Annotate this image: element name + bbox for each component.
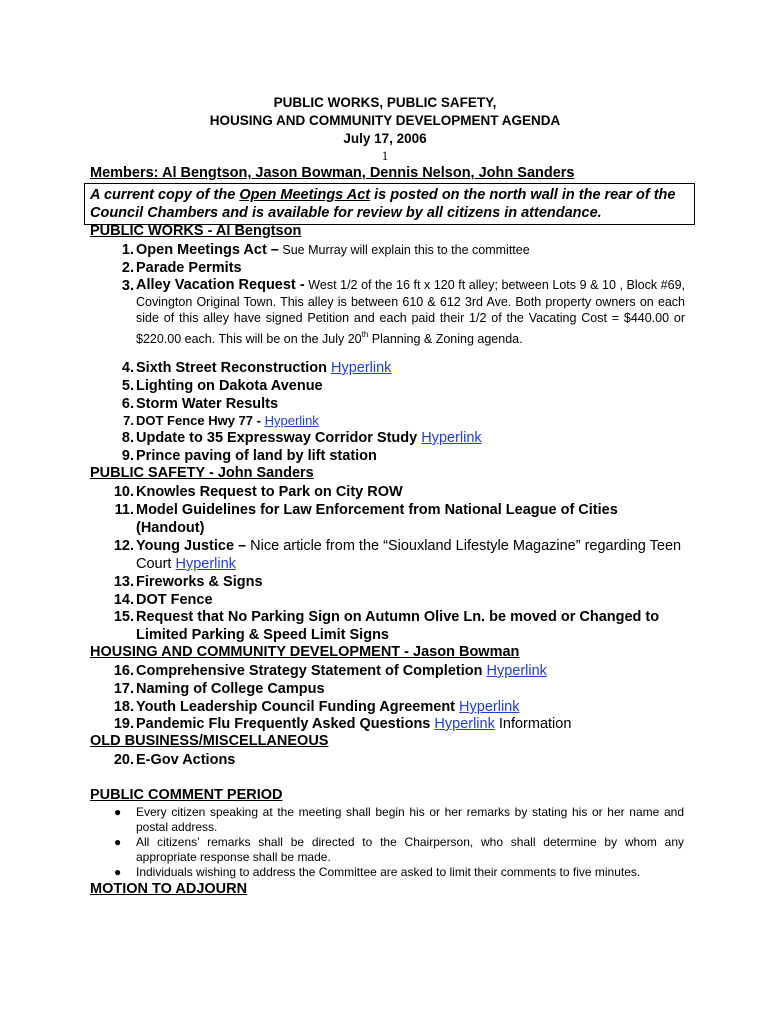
item-title: Youth Leadership Council Funding Agreement <box>136 699 456 715</box>
item-number: 8. <box>121 430 134 446</box>
item-title: Alley Vacation Request - <box>136 277 305 293</box>
section-adjourn: MOTION TO ADJOURN <box>90 881 248 897</box>
item-title: Open Meetings Act – <box>136 242 279 258</box>
item-number: 11. <box>114 502 134 518</box>
ordinal-suffix: th <box>361 329 369 339</box>
header-line-1: PUBLIC WORKS, PUBLIC SAFETY, <box>273 95 497 110</box>
item-title: Fireworks & Signs <box>136 574 263 590</box>
notice-text-end: is posted on the north wall in the rear of the Council Chambers and is available for review by all citizens in attendance. <box>90 187 676 221</box>
hyperlink[interactable]: Hyperlink <box>421 430 482 446</box>
agenda-item-20 <box>110 751 685 769</box>
agenda-item-4 <box>110 359 685 377</box>
comment-rule-text: Every citizen speaking at the meeting shall begin his or her remarks by stating his or her name and postal address. <box>136 805 684 834</box>
section-public-works: PUBLIC WORKS - Al Bengtson <box>90 223 302 239</box>
hyperlink[interactable]: Hyperlink <box>175 556 236 572</box>
item-description: Nice article from the “Siouxland Lifestyle Magazine” regarding Teen Court <box>136 538 682 572</box>
item-suffix: Information <box>494 716 572 732</box>
item-number: 15. <box>113 609 134 625</box>
members-list: Members: Al Bengtson, Jason Bowman, Dennis Nelson, John Sanders <box>90 165 575 181</box>
agenda-item-18 <box>110 698 685 716</box>
agenda-item-7 <box>110 412 685 430</box>
agenda-item-13 <box>110 573 685 591</box>
item-number: 16. <box>113 663 134 679</box>
agenda-item-2 <box>110 259 685 277</box>
item-number: 10. <box>113 484 134 500</box>
agenda-item-5 <box>110 377 685 395</box>
item-title: Young Justice – <box>136 538 247 554</box>
item-description: West 1/2 of the 16 ft x 120 ft alley; between Lots 9 & 10 , Block #69, Covington Original Town. This alley is between 610 & 612 3rd Ave. Both property owners on each side of this alley have signed Petition and each paid their 1/2 of the Vacating Cost = $440.00 or $220.00 each. This will be on the July 20 <box>136 278 685 346</box>
open-meetings-notice <box>84 183 695 225</box>
hyperlink[interactable]: Hyperlink <box>486 663 547 679</box>
agenda-item-11 <box>110 501 685 537</box>
item-title: Parade Permits <box>136 260 242 276</box>
comment-rule-text: Individuals wishing to address the Committee are asked to limit their comments to five minutes. <box>136 865 641 879</box>
page-number: 1 <box>381 148 389 163</box>
item-number: 20. <box>113 752 134 768</box>
comment-rule-3 <box>114 865 684 880</box>
item-description: Sue Murray will explain this to the committee <box>278 243 530 257</box>
item-description-end: Planning & Zoning agenda. <box>368 331 523 346</box>
section-public-comment: PUBLIC COMMENT PERIOD <box>90 787 283 803</box>
comment-rule-text: All citizens’ remarks shall be directed to the Chairperson, who shall determine by whom any appropriate response shall be made. <box>136 835 684 864</box>
item-title: Sixth Street Reconstruction <box>136 360 327 376</box>
item-title: E-Gov Actions <box>136 752 236 768</box>
item-number: 7. <box>123 413 134 428</box>
hyperlink[interactable]: Hyperlink <box>330 360 392 376</box>
item-number: 4. <box>121 360 134 376</box>
agenda-item-16 <box>110 662 685 680</box>
item-number: 12. <box>113 538 134 554</box>
agenda-item-14 <box>110 591 685 609</box>
agenda-item-10 <box>110 483 685 501</box>
bullet-icon: ● <box>114 865 122 879</box>
agenda-item-15 <box>110 608 685 644</box>
comment-rule-2 <box>114 835 684 865</box>
item-title: Lighting on Dakota Avenue <box>136 378 323 394</box>
item-number: 2. <box>121 260 134 276</box>
item-number: 9. <box>121 448 134 464</box>
agenda-item-8 <box>110 429 685 447</box>
agenda-item-17 <box>110 680 685 698</box>
bullet-icon: ● <box>114 805 122 819</box>
item-number: 14. <box>113 592 134 608</box>
item-number: 17. <box>113 681 134 697</box>
item-title: Request that No Parking Sign on Autumn Olive Ln. be moved or Changed to Limited Parking & Speed Limit Signs <box>136 609 660 643</box>
hyperlink[interactable]: Hyperlink <box>434 716 495 732</box>
item-number: 19. <box>113 716 134 732</box>
item-title: DOT Fence Hwy 77 - <box>136 413 261 428</box>
agenda-item-3 <box>110 277 685 347</box>
item-title: Storm Water Results <box>136 396 279 412</box>
item-number: 6. <box>121 396 134 412</box>
item-title: Update to 35 Expressway Corridor Study <box>136 430 418 446</box>
item-title: Prince paving of land by lift station <box>136 448 377 464</box>
agenda-item-6 <box>110 395 685 413</box>
header-line-2: HOUSING AND COMMUNITY DEVELOPMENT AGENDA <box>209 113 561 128</box>
comment-rule-1 <box>114 805 684 835</box>
agenda-item-1 <box>110 241 685 259</box>
item-title: Naming of College Campus <box>136 681 325 697</box>
hyperlink[interactable]: Hyperlink <box>459 699 520 715</box>
open-meetings-act-ref: Open Meetings Act <box>239 187 371 203</box>
item-number: 13. <box>113 574 134 590</box>
notice-text-start: A current copy of the <box>90 187 240 203</box>
item-number: 3. <box>121 278 134 294</box>
item-title: Model Guidelines for Law Enforcement from National League of Cities (Handout) <box>136 502 618 536</box>
item-number: 1. <box>121 242 134 258</box>
section-public-safety: PUBLIC SAFETY - John Sanders <box>90 465 314 481</box>
section-old-business: OLD BUSINESS/MISCELLANEOUS <box>90 733 329 749</box>
bullet-icon: ● <box>114 835 122 849</box>
item-title: Comprehensive Strategy Statement of Completion <box>136 663 483 679</box>
agenda-item-19 <box>110 715 685 733</box>
agenda-item-12 <box>110 537 685 573</box>
item-title: DOT Fence <box>136 592 213 608</box>
section-housing: HOUSING AND COMMUNITY DEVELOPMENT - Jason Bowman <box>90 644 520 660</box>
hyperlink[interactable]: Hyperlink <box>264 413 319 428</box>
meeting-date: July 17, 2006 <box>343 131 427 146</box>
item-title: Knowles Request to Park on City ROW <box>136 484 403 500</box>
agenda-item-9 <box>110 447 685 465</box>
item-title: Pandemic Flu Frequently Asked Questions <box>136 716 431 732</box>
item-number: 5. <box>121 378 134 394</box>
item-number: 18. <box>113 699 134 715</box>
